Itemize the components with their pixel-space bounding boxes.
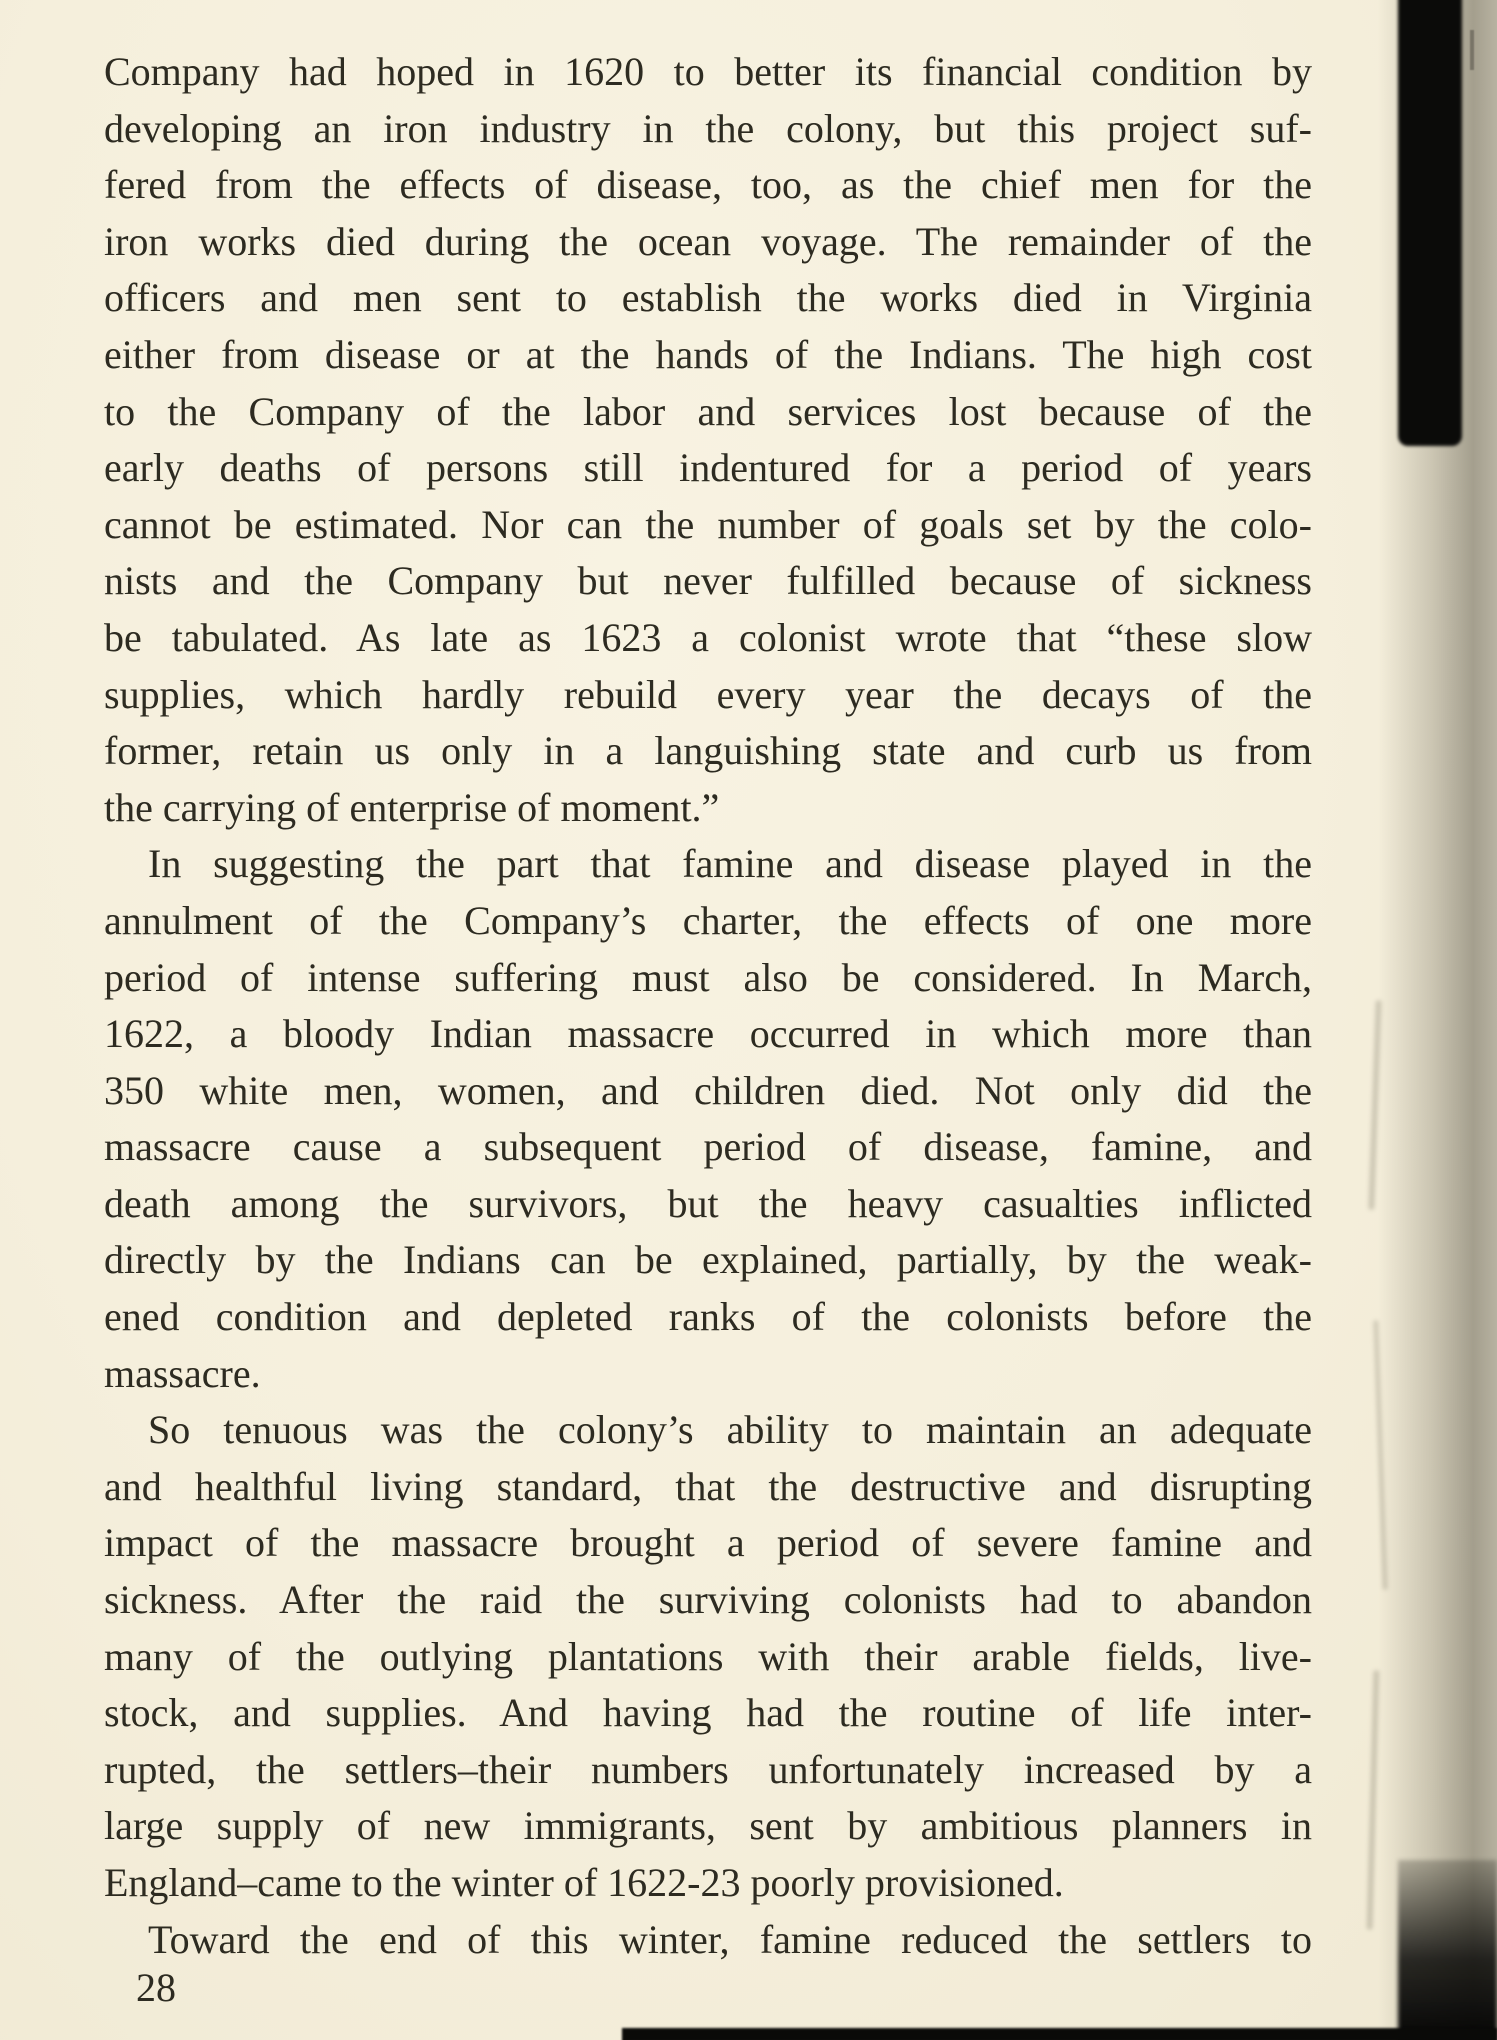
scan-black-bar-bottom <box>1398 1860 1497 2040</box>
scan-smudge-1 <box>1368 1000 1381 1210</box>
text-line: developing an iron industry in the colony, but this project suf- <box>104 105 1312 151</box>
text-line: nists and the Company but never fulfilled because of sickness <box>104 558 1312 604</box>
text-line: iron works died during the ocean voyage. The remainder of the <box>104 218 1312 264</box>
text-line: stock, and supplies. And having had the routine of life inter- <box>104 1690 1312 1736</box>
text-line: supplies, which hardly rebuild every year the decays of the <box>104 671 1312 717</box>
text-line: to the Company of the labor and services lost because of the <box>104 388 1312 434</box>
text-line: massacre. <box>104 1350 261 1396</box>
text-line: death among the survivors, but the heavy casualties inflicted <box>104 1180 1312 1226</box>
text-line: massacre cause a subsequent period of disease, famine, and <box>104 1124 1312 1170</box>
paragraph-3 <box>104 1402 1312 1911</box>
paragraph-4 <box>104 1912 1312 1969</box>
text-line: fered from the effects of disease, too, as the chief men for the <box>104 162 1312 208</box>
page-number: 28 <box>136 1965 176 2010</box>
scan-smudge-2 <box>1373 1320 1387 1590</box>
text-line: In suggesting the part that famine and disease played in the <box>148 841 1312 887</box>
text-line: England–came to the winter of 1622-23 poorly provisioned. <box>104 1860 1064 1905</box>
page-text <box>104 44 1312 1968</box>
text-line: and healthful living standard, that the destructive and disrupting <box>104 1463 1312 1509</box>
scan-smudge-3 <box>1367 1670 1380 1930</box>
text-line: Toward the end of this winter, famine reduced the settlers to <box>148 1916 1312 1962</box>
text-line: officers and men sent to establish the works died in Virginia <box>104 275 1312 321</box>
text-line: cannot be estimated. Nor can the number of goals set by the colo- <box>104 501 1312 547</box>
text-line: either from disease or at the hands of the Indians. The high cost <box>104 331 1312 377</box>
text-line: 1622, a bloody Indian massacre occurred in which more than <box>104 1011 1312 1057</box>
text-line: many of the outlying plantations with their arable fields, live- <box>104 1633 1312 1679</box>
text-line: be tabulated. As late as 1623 a colonist wrote that “these slow <box>104 614 1312 660</box>
text-line: directly by the Indians can be explained, partially, by the weak- <box>104 1237 1312 1283</box>
text-line: the carrying of enterprise of moment.” <box>104 784 720 830</box>
scan-black-strip-bottom <box>622 2028 1497 2040</box>
text-line: sickness. After the raid the surviving colonists had to abandon <box>104 1577 1312 1623</box>
text-line: annulment of the Company’s charter, the effects of one more <box>104 897 1312 943</box>
text-line: former, retain us only in a languishing state and curb us from <box>104 728 1312 774</box>
text-line: rupted, the settlers–their numbers unfortunately increased by a <box>104 1746 1312 1792</box>
paragraph-2 <box>104 836 1312 1402</box>
text-line: early deaths of persons still indentured for a period of years <box>104 445 1312 491</box>
scan-tick-mark <box>1470 30 1474 70</box>
text-line: Company had hoped in 1620 to better its financial condition by <box>104 49 1312 94</box>
scan-black-bar-top <box>1398 0 1462 446</box>
text-line: large supply of new immigrants, sent by ambitious planners in <box>104 1803 1312 1849</box>
text-line: So tenuous was the colony’s ability to maintain an adequate <box>148 1407 1312 1453</box>
paragraph-1 <box>104 44 1312 836</box>
text-line: impact of the massacre brought a period of severe famine and <box>104 1520 1312 1566</box>
text-line: ened condition and depleted ranks of the colonists before the <box>104 1294 1312 1340</box>
text-line: period of intense suffering must also be considered. In March, <box>104 954 1312 1000</box>
text-line: 350 white men, women, and children died. Not only did the <box>104 1067 1312 1113</box>
